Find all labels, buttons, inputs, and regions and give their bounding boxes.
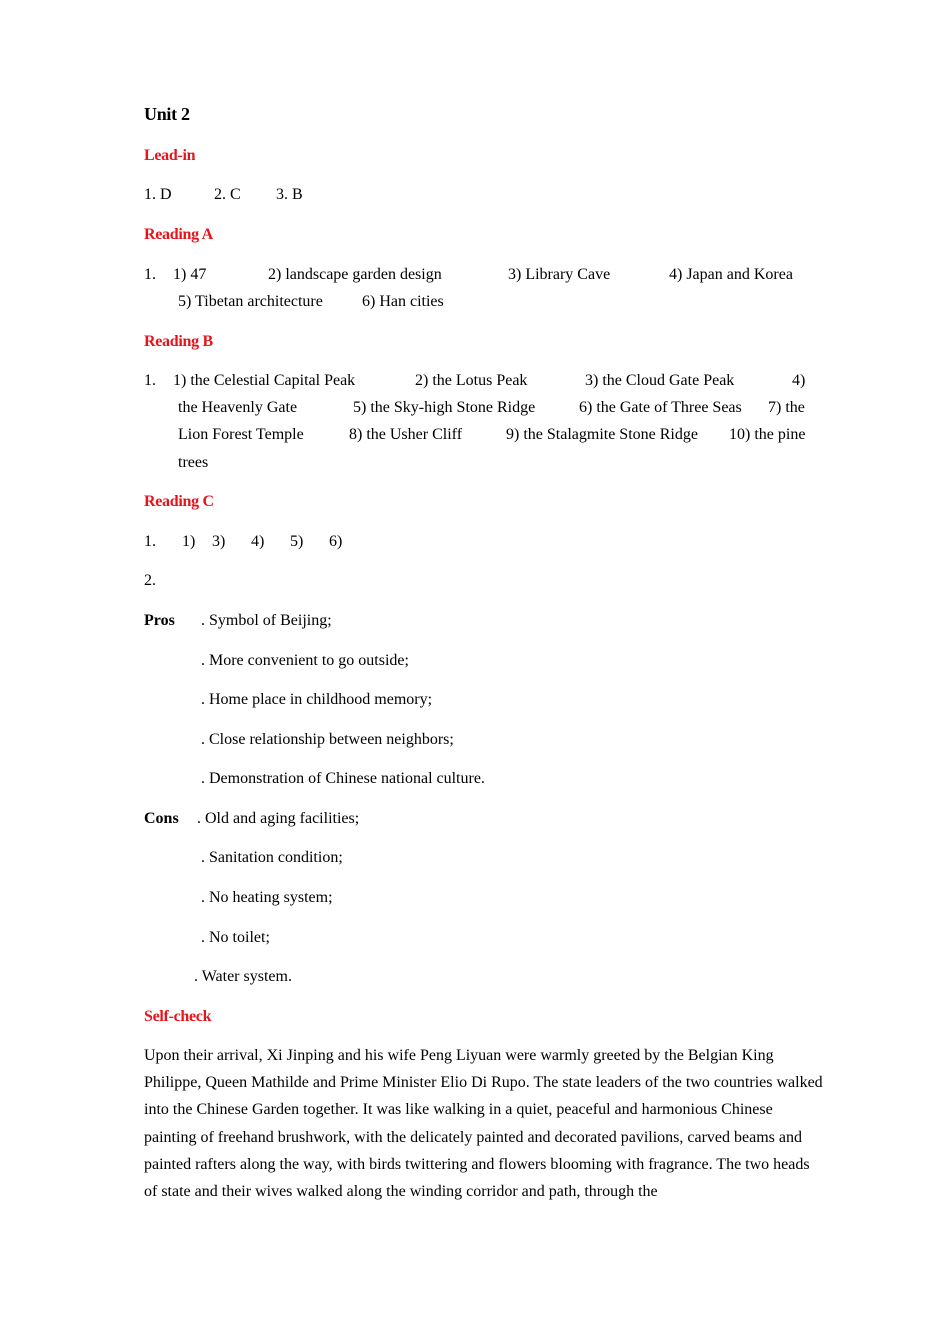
unit-title: Unit 2	[144, 104, 190, 124]
reading-b-item: 2) the Lotus Peak	[415, 372, 528, 389]
reading-c-q1-item: 1)	[182, 533, 196, 550]
reading-b-number: 1.	[144, 372, 156, 389]
reading-c-q2-number: 2.	[144, 572, 156, 589]
reading-b-item: the Heavenly Gate	[178, 399, 298, 416]
reading-a-item: 2) landscape garden design	[268, 266, 442, 283]
cons-item: . Water system.	[194, 968, 292, 985]
pros-item: . Close relationship between neighbors;	[201, 731, 454, 748]
leadin-heading: Lead-in	[144, 147, 196, 164]
reading-b-item: 10) the pine	[729, 426, 806, 443]
reading-b-item: 6) the Gate of Three Seas	[579, 399, 742, 416]
reading-b-item: trees	[178, 454, 209, 471]
cons-item: . Old and aging facilities;	[197, 810, 360, 827]
reading-b-item: 8) the Usher Cliff	[349, 426, 463, 443]
leadin-answer: 2. C	[214, 186, 241, 203]
reading-a-item: 5) Tibetan architecture	[178, 293, 323, 310]
reading-b-item: 3) the Cloud Gate Peak	[585, 372, 735, 389]
reading-a-number: 1.	[144, 266, 156, 283]
reading-a-item: 6) Han cities	[362, 293, 444, 310]
reading-b-item: 5) the Sky-high Stone Ridge	[353, 399, 536, 416]
reading-b-item: 1) the Celestial Capital Peak	[173, 372, 356, 389]
reading-c-q1-item: 4)	[251, 533, 265, 550]
reading-b-item: Lion Forest Temple	[178, 426, 304, 443]
reading-c-q1-item: 5)	[290, 533, 304, 550]
pros-item: . More convenient to go outside;	[201, 652, 409, 669]
cons-item: . Sanitation condition;	[201, 849, 343, 866]
reading-a-item: 3) Library Cave	[508, 266, 611, 283]
reading-b-item: 7) the	[768, 399, 805, 416]
pros-item: . Home place in childhood memory;	[201, 691, 433, 708]
pros-item: . Symbol of Beijing;	[201, 612, 332, 629]
self-check-heading: Self-check	[144, 1008, 212, 1025]
reading-c-q1-number: 1.	[144, 533, 156, 550]
cons-label: Cons	[144, 810, 179, 827]
reading-b-item: 9) the Stalagmite Stone Ridge	[506, 426, 698, 443]
reading-a-item: 4) Japan and Korea	[669, 266, 793, 283]
reading-c-heading: Reading C	[144, 493, 214, 510]
leadin-answer: 1. D	[144, 186, 172, 203]
reading-c-q1-item: 6)	[329, 533, 343, 550]
reading-a-item: 1) 47	[173, 266, 207, 283]
self-check-paragraph: Upon their arrival, Xi Jinping and his wife Peng Liyuan were warmly greeted by the Belgian King Philippe, Queen Mathilde and Prime Minister Elio Di Rupo. The state leaders of the two countries walked into the Chinese Garden together. It was like walking in a quiet, peaceful and harmonious Chinese painting of freehand brushwork, with the delicately painted and decorated pavilions, carved beams and painted rafters along the way, with birds twittering and flowers blooming with fragrance. The two heads of state and their wives walked along the winding corridor and path, through the	[144, 1047, 823, 1201]
pros-label: Pros	[144, 612, 175, 629]
reading-c-q1-item: 3)	[212, 533, 226, 550]
reading-b-item: 4)	[792, 372, 806, 389]
cons-item: . No toilet;	[201, 929, 270, 946]
pros-item: . Demonstration of Chinese national culture.	[201, 770, 485, 787]
cons-item: . No heating system;	[201, 889, 333, 906]
leadin-answer: 3. B	[276, 186, 303, 203]
reading-b-heading: Reading B	[144, 333, 213, 350]
reading-a-heading: Reading A	[144, 226, 213, 243]
